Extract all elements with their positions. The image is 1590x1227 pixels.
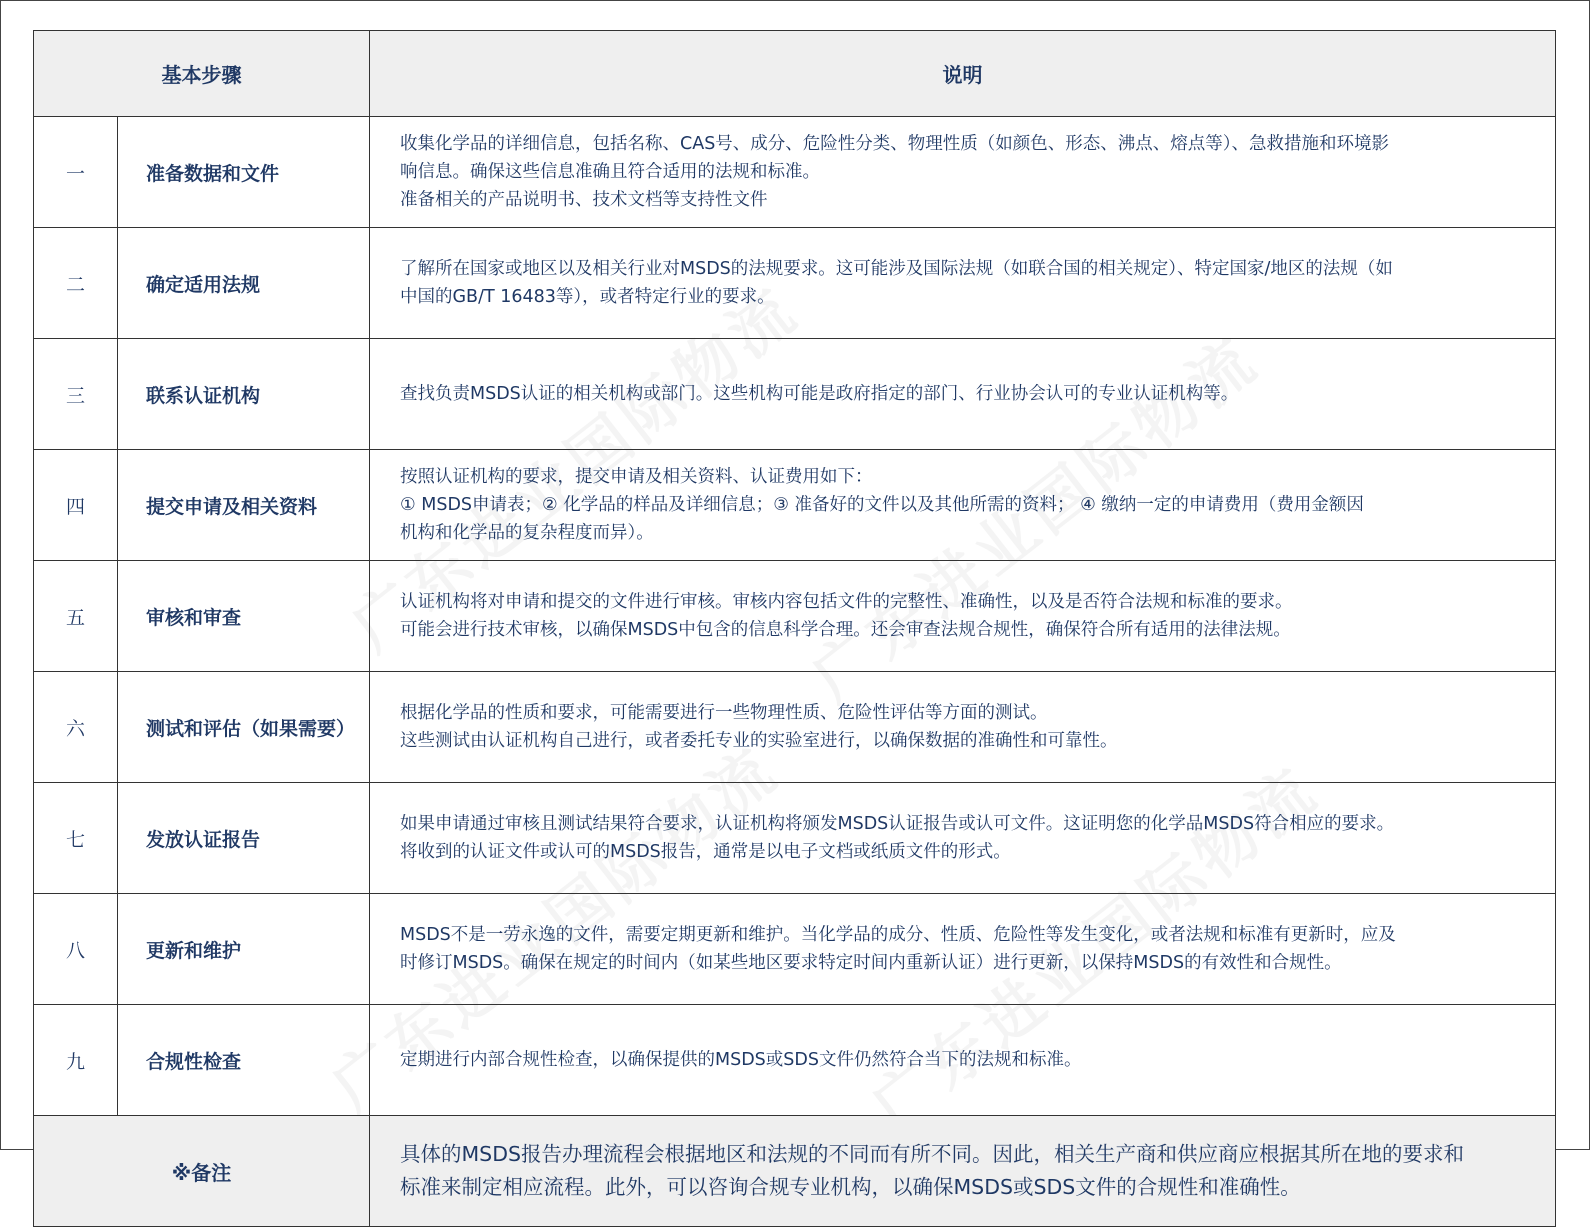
header-step: 基本步骤 xyxy=(34,31,370,117)
table-row xyxy=(34,894,1556,1005)
description-line: 机构和化学品的复杂程度而异）。 xyxy=(400,523,654,543)
note-row xyxy=(34,1116,1556,1227)
step-title: 提交申请及相关资料 xyxy=(118,450,370,561)
description-line: 准备相关的产品说明书、技术文档等支持性文件 xyxy=(400,190,768,210)
table-row xyxy=(34,228,1556,339)
table-header-row xyxy=(34,31,1556,117)
step-description xyxy=(370,1005,1556,1116)
description-line: 可能会进行技术审核，以确保MSDS中包含的信息科学合理。还会审查法规合规性，确保符合所有适用的法律法规。 xyxy=(400,620,1291,640)
step-number: 八 xyxy=(34,894,118,1005)
step-title: 发放认证报告 xyxy=(118,783,370,894)
step-title: 准备数据和文件 xyxy=(118,117,370,228)
step-number: 五 xyxy=(34,561,118,672)
description-line: 将收到的认证文件或认可的MSDS报告，通常是以电子文档或纸质文件的形式。 xyxy=(400,842,1011,862)
step-title: 确定适用法规 xyxy=(118,228,370,339)
description-line: 响信息。确保这些信息准确且符合适用的法规和标准。 xyxy=(400,162,820,182)
description-line: MSDS不是一劳永逸的文件，需要定期更新和维护。当化学品的成分、性质、危险性等发生变化，或者法规和标准有更新时，应及 xyxy=(400,925,1396,945)
note-line: 标准来制定相应流程。此外，可以咨询合规专业机构，以确保MSDS或SDS文件的合规性和准确性。 xyxy=(400,1175,1301,1199)
description-line: 根据化学品的性质和要求，可能需要进行一些物理性质、危险性评估等方面的测试。 xyxy=(400,703,1048,723)
step-number: 九 xyxy=(34,1005,118,1116)
step-number: 四 xyxy=(34,450,118,561)
note-label: ※备注 xyxy=(34,1116,370,1227)
description-line: 中国的GB/T 16483等），或者特定行业的要求。 xyxy=(400,287,775,307)
note-text xyxy=(370,1116,1556,1227)
description-line: 如果申请通过审核且测试结果符合要求，认证机构将颁发MSDS认证报告或认可文件。这证明您的化学品MSDS符合相应的要求。 xyxy=(400,814,1395,834)
step-title: 联系认证机构 xyxy=(118,339,370,450)
step-number: 三 xyxy=(34,339,118,450)
step-description xyxy=(370,450,1556,561)
step-title: 审核和审查 xyxy=(118,561,370,672)
table-row xyxy=(34,450,1556,561)
table-row xyxy=(34,117,1556,228)
table-row xyxy=(34,672,1556,783)
description-line: 按照认证机构的要求，提交申请及相关资料、认证费用如下： xyxy=(400,467,873,487)
note-line: 具体的MSDS报告办理流程会根据地区和法规的不同而有所不同。因此，相关生产商和供应商应根据其所在地的要求和 xyxy=(400,1142,1464,1166)
step-number: 六 xyxy=(34,672,118,783)
description-line: 认证机构将对申请和提交的文件进行审核。审核内容包括文件的完整性、准确性，以及是否符合法规和标准的要求。 xyxy=(400,592,1293,612)
description-line: 收集化学品的详细信息，包括名称、CAS号、成分、危险性分类、物理性质（如颜色、形态、沸点、熔点等）、急救措施和环境影 xyxy=(400,134,1390,154)
table-body xyxy=(34,117,1556,1227)
table-row xyxy=(34,561,1556,672)
header-description: 说明 xyxy=(370,31,1556,117)
step-number: 二 xyxy=(34,228,118,339)
description-line: 定期进行内部合规性检查，以确保提供的MSDS或SDS文件仍然符合当下的法规和标准。 xyxy=(400,1050,1082,1070)
step-description xyxy=(370,894,1556,1005)
msds-process-table xyxy=(33,30,1556,1227)
step-description xyxy=(370,561,1556,672)
step-description xyxy=(370,339,1556,450)
table-row xyxy=(34,1005,1556,1116)
step-title: 更新和维护 xyxy=(118,894,370,1005)
step-title: 合规性检查 xyxy=(118,1005,370,1116)
table-row xyxy=(34,339,1556,450)
step-description xyxy=(370,228,1556,339)
description-line: 这些测试由认证机构自己进行，或者委托专业的实验室进行，以确保数据的准确性和可靠性。 xyxy=(400,731,1118,751)
step-description xyxy=(370,783,1556,894)
step-title: 测试和评估（如果需要） xyxy=(118,672,370,783)
description-line: ① MSDS申请表；② 化学品的样品及详细信息；③ 准备好的文件以及其他所需的资料； ④ 缴纳一定的申请费用（费用金额因 xyxy=(400,495,1364,515)
description-line: 时修订MSDS。确保在规定的时间内（如某些地区要求特定时间内重新认证）进行更新，以保持MSDS的有效性和合规性。 xyxy=(400,953,1342,973)
step-number: 七 xyxy=(34,783,118,894)
table-row xyxy=(34,783,1556,894)
step-description xyxy=(370,672,1556,783)
step-description xyxy=(370,117,1556,228)
step-number: 一 xyxy=(34,117,118,228)
description-line: 查找负责MSDS认证的相关机构或部门。这些机构可能是政府指定的部门、行业协会认可的专业认证机构等。 xyxy=(400,384,1239,404)
description-line: 了解所在国家或地区以及相关行业对MSDS的法规要求。这可能涉及国际法规（如联合国的相关规定）、特定国家/地区的法规（如 xyxy=(400,259,1393,279)
